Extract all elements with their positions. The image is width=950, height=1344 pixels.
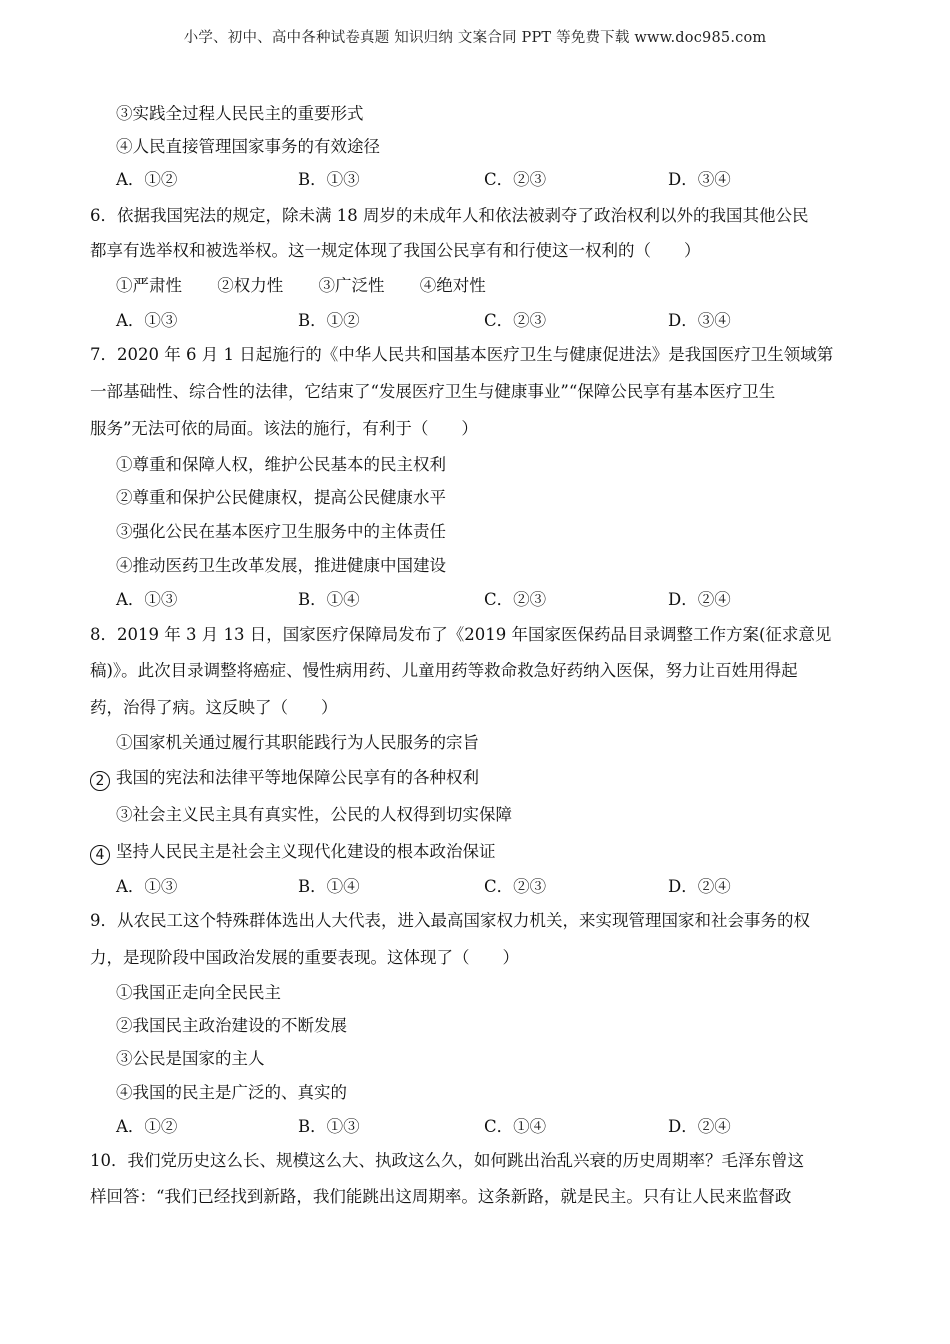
q7-stem-line-2: 一部基础性、综合性的法律，它结束了“发展医疗卫生与健康事业”“保障公民享有基本医疗卫生 <box>90 382 776 401</box>
q6-option-c[interactable]: C．②③ <box>484 311 547 330</box>
q9-option-d[interactable]: D．②④ <box>668 1117 731 1136</box>
q5-options <box>0 170 950 190</box>
q6-option-b[interactable]: B．①② <box>298 311 360 330</box>
q9-options <box>0 1117 950 1137</box>
q5-option-d[interactable]: D．③④ <box>668 170 731 189</box>
q8-statement-2 <box>90 768 479 791</box>
q9-option-c[interactable]: C．①④ <box>484 1117 547 1136</box>
q10-stem-line-2: 样回答：“我们已经找到新路，我们能跳出这周期率。这条新路，就是民主。只有让人民来监督政 <box>90 1187 792 1206</box>
q8-option-b[interactable]: B．①④ <box>298 877 360 896</box>
q8-stem-line-1: 8．2019 年 3 月 13 日，国家医疗保障局发布了《2019 年国家医保药品目录调整工作方案(征求意见 <box>90 625 832 644</box>
q6-stem-line-2: 都享有选举权和被选举权。这一规定体现了我国公民享有和行使这一权利的（ ） <box>90 241 701 260</box>
q9-statement-3: ③公民是国家的主人 <box>116 1049 265 1068</box>
q5-statement-3: ③实践全过程人民民主的重要形式 <box>116 104 364 123</box>
q5-option-c[interactable]: C．②③ <box>484 170 547 189</box>
q9-option-b[interactable]: B．①③ <box>298 1117 360 1136</box>
q9-statement-2: ②我国民主政治建设的不断发展 <box>116 1016 347 1035</box>
q7-stem-line-3: 服务”无法可依的局面。该法的施行，有利于（ ） <box>90 419 478 438</box>
q8-option-c[interactable]: C．②③ <box>484 877 547 896</box>
q8-stem-line-3: 药，治得了病。这反映了（ ） <box>90 698 338 717</box>
q9-stem-line-1: 9．从农民工这个特殊群体选出人大代表，进入最高国家权力机关，来实现管理国家和社会事务的权 <box>90 911 810 930</box>
q7-option-d[interactable]: D．②④ <box>668 590 731 609</box>
q8-option-d[interactable]: D．②④ <box>668 877 731 896</box>
q6-stem-line-1: 6．依据我国宪法的规定，除未满 18 周岁的未成年人和依法被剥夺了政治权利以外的我国其他公民 <box>90 206 809 225</box>
q7-options <box>0 590 950 610</box>
q8-statement-2-text: 我国的宪法和法律平等地保障公民享有的各种权利 <box>116 768 479 787</box>
q7-option-b[interactable]: B．①④ <box>298 590 360 609</box>
q5-option-a[interactable]: A．①② <box>116 170 178 189</box>
q6-options <box>0 311 950 331</box>
q9-option-a[interactable]: A．①② <box>116 1117 178 1136</box>
q7-statement-3: ③强化公民在基本医疗卫生服务中的主体责任 <box>116 522 446 541</box>
q9-stem-line-2: 力，是现阶段中国政治发展的重要表现。这体现了（ ） <box>90 948 519 967</box>
q9-statement-1: ①我国正走向全民民主 <box>116 983 281 1002</box>
q10-stem-line-1: 10．我们党历史这么长、规模这么大、执政这么久，如何跳出治乱兴衰的历史周期率？毛泽东曾这 <box>90 1151 804 1170</box>
q6-statements <box>116 276 516 296</box>
q8-options <box>0 877 950 897</box>
q6-statement-2: ②权力性 <box>217 276 284 295</box>
circled-number-2: 2 <box>90 771 110 791</box>
q8-statement-1: ①国家机关通过履行其职能践行为人民服务的宗旨 <box>116 733 479 752</box>
q8-statement-4-text: 坚持人民民主是社会主义现代化建设的根本政治保证 <box>116 842 496 861</box>
q6-statement-4: ④绝对性 <box>419 276 486 295</box>
q7-stem-line-1: 7．2020 年 6 月 1 日起施行的《中华人民共和国基本医疗卫生与健康促进法》是我国医疗卫生领域第 <box>90 345 834 364</box>
q8-option-a[interactable]: A．①③ <box>116 877 178 896</box>
q7-statement-1: ①尊重和保障人权，维护公民基本的民主权利 <box>116 455 446 474</box>
q7-option-c[interactable]: C．②③ <box>484 590 547 609</box>
q6-option-a[interactable]: A．①③ <box>116 311 178 330</box>
q6-statement-1: ①严肃性 <box>116 276 182 295</box>
q7-option-a[interactable]: A．①③ <box>116 590 178 609</box>
q8-statement-4 <box>90 842 496 865</box>
q6-statement-3: ③广泛性 <box>318 276 385 295</box>
q9-statement-4: ④我国的民主是广泛的、真实的 <box>116 1083 347 1102</box>
q5-statement-4: ④人民直接管理国家事务的有效途径 <box>116 137 380 156</box>
circled-number-4: 4 <box>90 845 110 865</box>
q7-statement-2: ②尊重和保护公民健康权，提高公民健康水平 <box>116 488 446 507</box>
q8-statement-3: ③社会主义民主具有真实性，公民的人权得到切实保障 <box>116 805 512 824</box>
page-header: 小学、初中、高中各种试卷真题 知识归纳 文案合同 PPT 等免费下载 www.doc985.com <box>183 30 767 46</box>
q8-stem-line-2: 稿)》。此次目录调整将癌症、慢性病用药、儿童用药等救命救急好药纳入医保，努力让百姓用得起 <box>90 661 798 680</box>
q7-statement-4: ④推动医药卫生改革发展，推进健康中国建设 <box>116 556 446 575</box>
q5-option-b[interactable]: B．①③ <box>298 170 360 189</box>
q6-option-d[interactable]: D．③④ <box>668 311 731 330</box>
